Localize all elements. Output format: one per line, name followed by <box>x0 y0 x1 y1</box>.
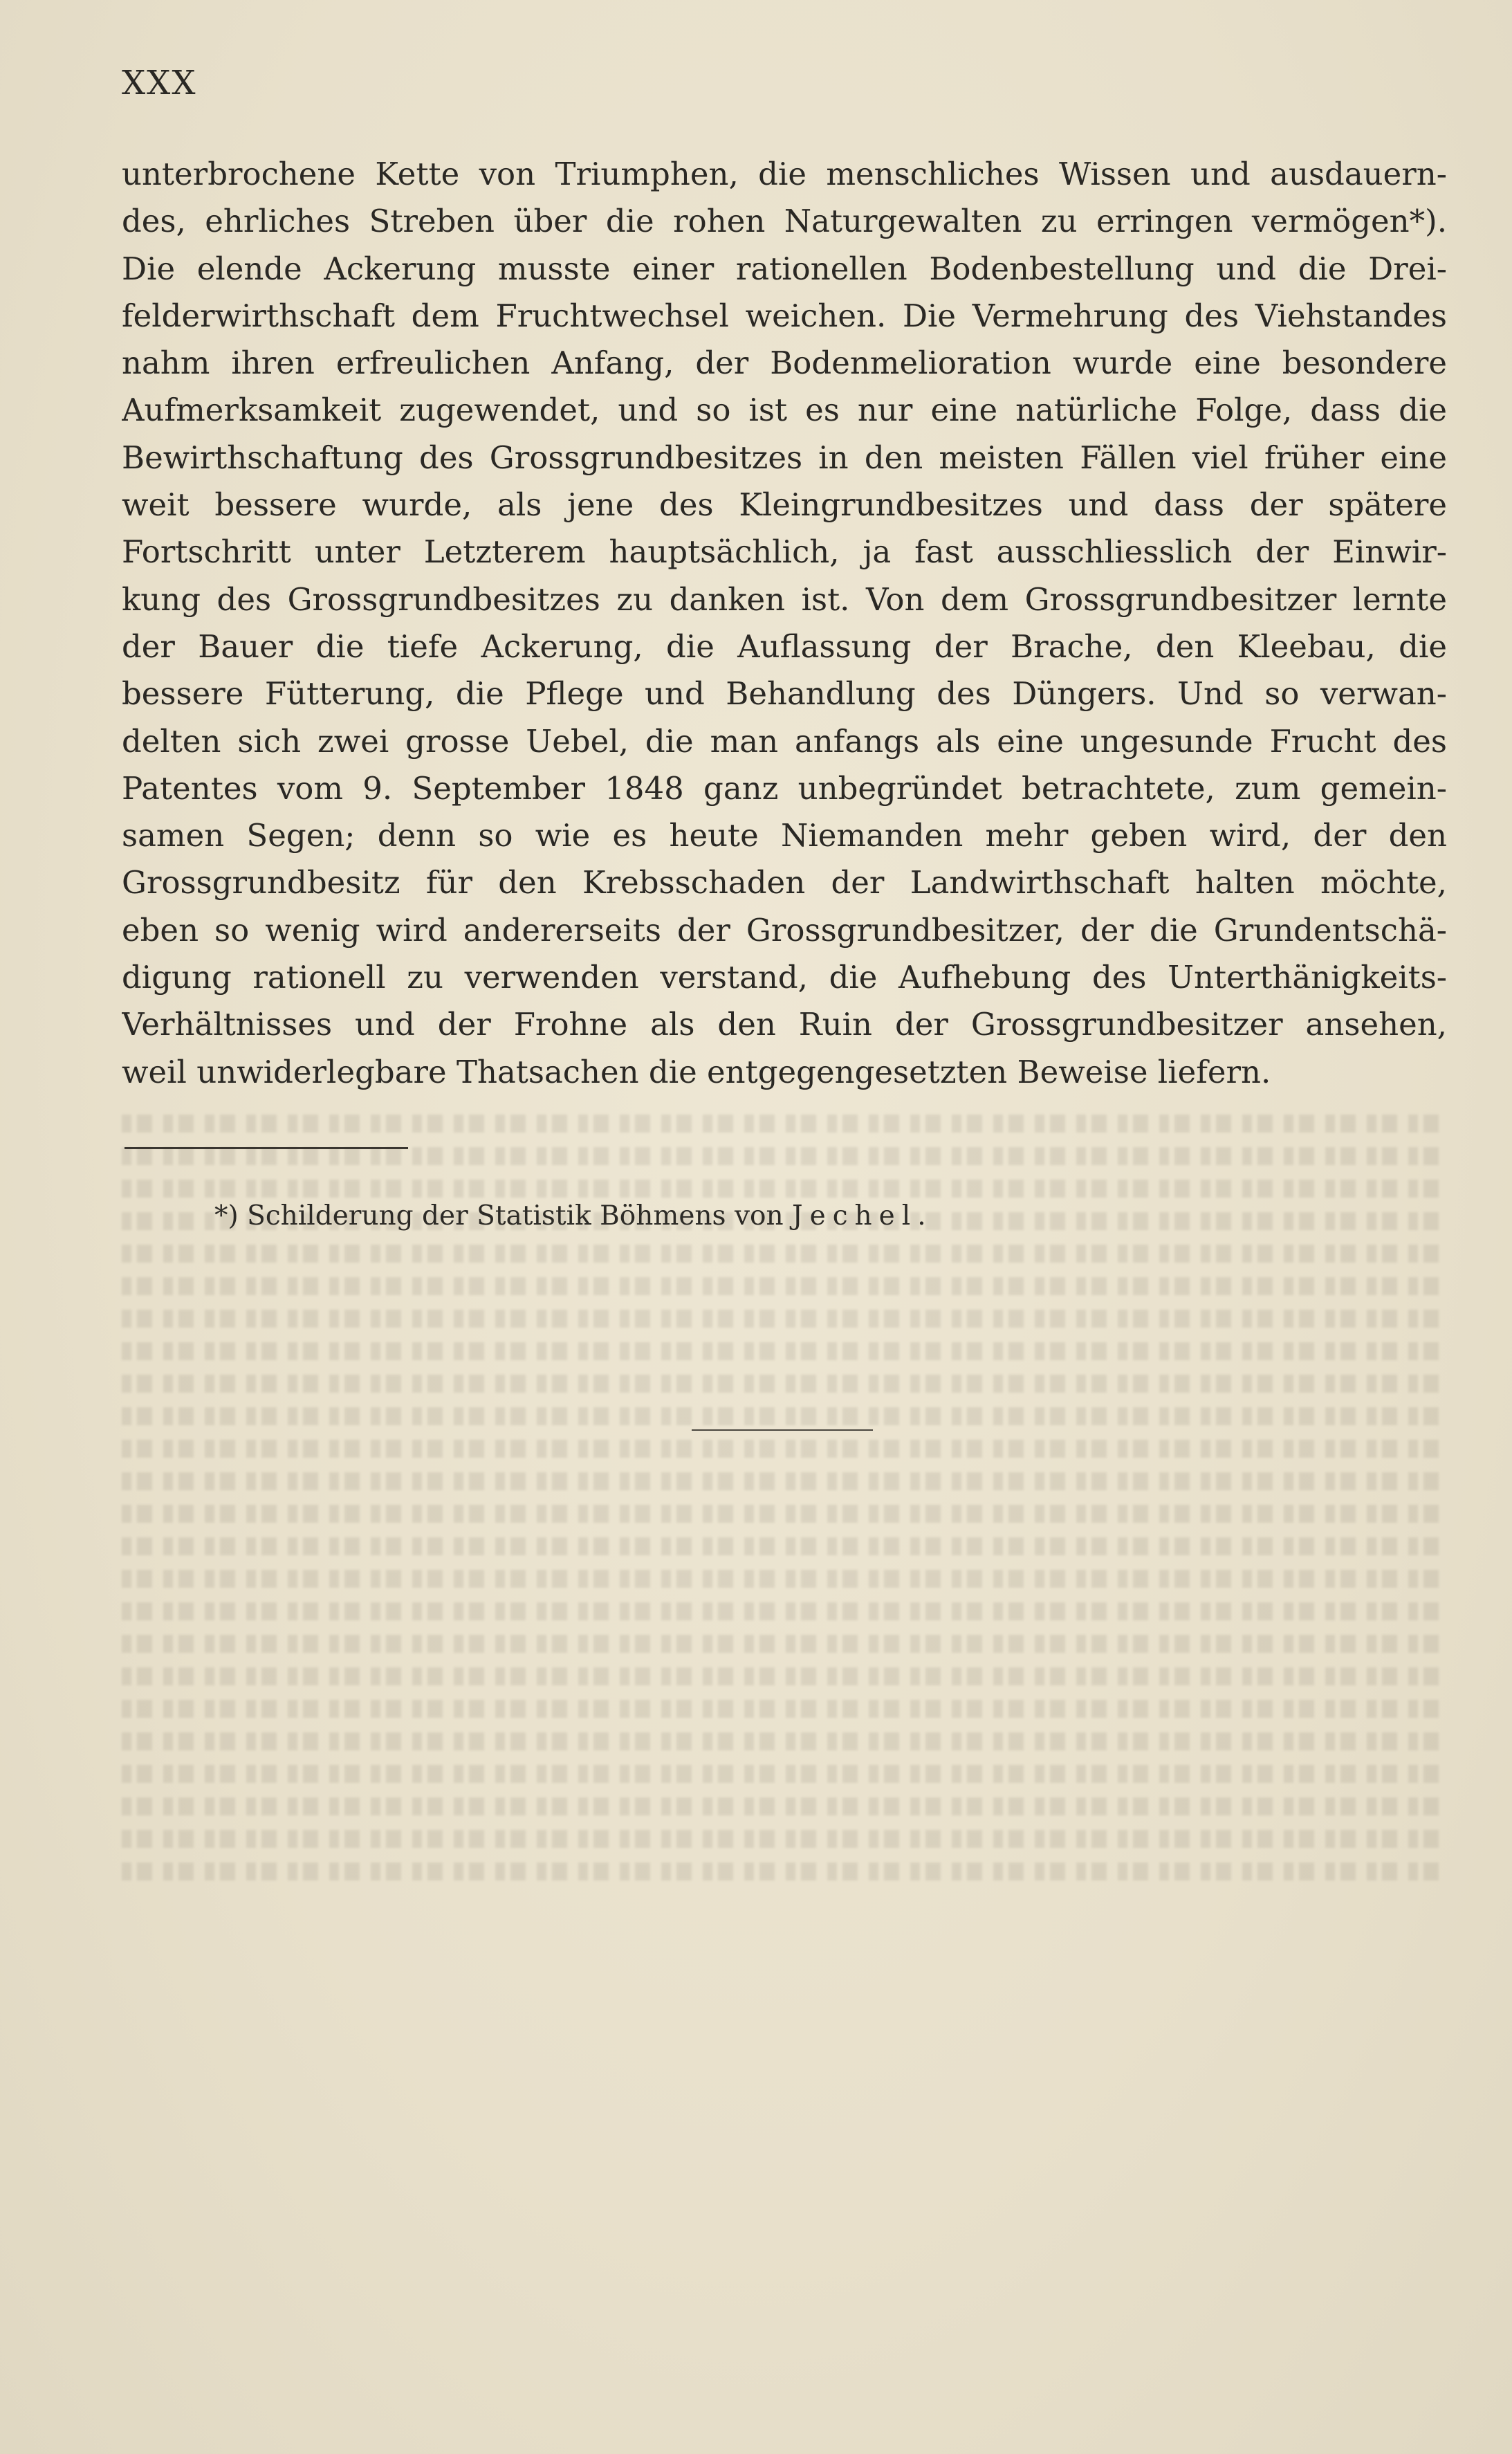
text-line: Die elende Ackerung musste einer rationellen Bodenbestellung und die Drei- <box>122 250 1447 287</box>
text-line: Grossgrundbesitz für den Krebsschaden der Landwirthschaft halten möchte, <box>122 864 1447 901</box>
text-line: weit bessere wurde, als jene des Kleingrundbesitzes und dass der spätere <box>122 486 1447 524</box>
text-line: der Bauer die tiefe Ackerung, die Auflassung der Brache, den Kleebau, die <box>122 628 1447 665</box>
section-end-rule <box>692 1429 873 1431</box>
text-line-last: weil unwiderlegbare Thatsachen die entgegengesetzten Beweise liefern. <box>122 1053 1271 1090</box>
text-line: Bewirthschaftung des Grossgrundbesitzes in den meisten Fällen viel früher eine <box>122 439 1447 476</box>
text-line: Patentes vom 9. September 1848 ganz unbegründet betrachtete, zum gemein- <box>122 769 1447 807</box>
footnote-end: . <box>917 1200 926 1231</box>
text-line: samen Segen; denn so wie es heute Niemanden mehr geben wird, der den <box>122 817 1447 854</box>
text-line: des, ehrliches Streben über die rohen Naturgewalten zu erringen vermögen*). <box>122 203 1447 240</box>
text-line: kung des Grossgrundbesitzes zu danken ist. Von dem Grossgrundbesitzer lernte <box>122 580 1447 618</box>
text-line: Fortschritt unter Letzterem hauptsächlich, ja fast ausschliesslich der Einwir- <box>122 533 1447 571</box>
footnote-text: Schilderung der Statistik Böhmens von <box>247 1200 784 1231</box>
page-number: XXX <box>122 64 197 102</box>
text-line: eben so wenig wird andererseits der Grossgrundbesitzer, der die Grundentschä- <box>122 911 1447 949</box>
text-line: felderwirthschaft dem Fruchtwechsel weichen. Die Vermehrung des Viehstandes <box>122 297 1447 334</box>
body-paragraph <box>122 151 1447 1096</box>
bleed-through-texture <box>111 1100 1439 2345</box>
footnote-marker: *) <box>214 1200 239 1231</box>
footnote <box>214 1199 926 1234</box>
text-line: bessere Fütterung, die Pflege und Behandlung des Düngers. Und so verwan- <box>122 675 1447 713</box>
text-line: unterbrochene Kette von Triumphen, die menschliches Wissen und ausdauern- <box>122 156 1447 192</box>
text-line: delten sich zwei grosse Uebel, die man anfangs als eine ungesunde Frucht des <box>122 722 1447 760</box>
text-line: nahm ihren erfreulichen Anfang, der Bodenmelioration wurde eine besondere <box>122 345 1447 382</box>
footnote-divider <box>125 1147 408 1149</box>
text-line: Aufmerksamkeit zugewendet, und so ist es nur eine natürliche Folge, dass die <box>122 392 1447 429</box>
text-line: Verhältnisses und der Frohne als den Ruin der Grossgrundbesitzer ansehen, <box>122 1006 1447 1043</box>
footnote-author: Jechel <box>791 1200 918 1231</box>
text-line: digung rationell zu verwenden verstand, die Aufhebung des Unterthänigkeits- <box>122 959 1447 996</box>
